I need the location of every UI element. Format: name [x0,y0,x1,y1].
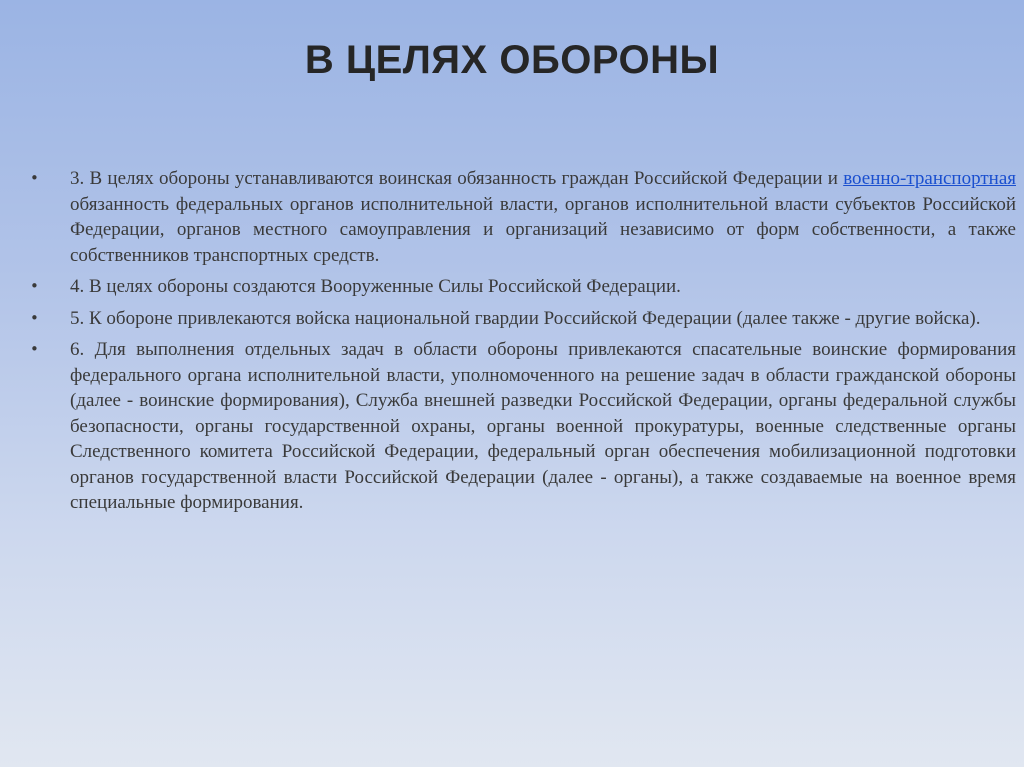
item-text-before-link: 3. В целях обороны устанавливаются воинская обязанность граждан Российской Федерации и [70,168,844,189]
slide-title: В ЦЕЛЯХ ОБОРОНЫ [304,38,720,82]
list-item [28,274,1016,300]
bullet-icon: • [30,340,39,358]
list-item [28,337,1016,516]
bullet-list [28,166,1016,522]
item-text: 4. В целях обороны создаются Вооруженные Силы Российской Федерации. [70,276,681,297]
voenno-transportnaya-link[interactable]: военно-транспортная [843,168,1016,189]
item-text: 5. К обороне привлекаются войска национальной гвардии Российской Федерации (далее также - другие войска). [70,307,981,329]
bullet-icon: • [30,308,39,327]
list-item [28,306,1016,332]
bullet-icon: • [30,277,39,295]
item-text-after-link: обязанность федеральных органов исполнительной власти, органов исполнительной власти субъектов Российской Федерации, органов местного самоуправления и организаций независимо от форм собственности, а также собственников транспортных средств. [70,193,1016,266]
list-item [28,166,1016,268]
item-text: 6. Для выполнения отдельных задач в области обороны привлекаются спасательные воинские формирования федерального органа исполнительной власти, уполномоченного на решение задач в области гражданской обороны (далее - воинские формирования), Служба внешней разведки Российской Федерации, органы федеральной службы безопасности, органы государственной охраны, органы военной прокуратуры, военные следственные органы Следственного комитета Российской Федерации, федеральный орган обеспечения мобилизационной подготовки органов государственной власти Российской Федерации (далее - органы), а также создаваемые на военное время специальные формирования. [70,339,1016,513]
bullet-icon: • [30,169,39,187]
